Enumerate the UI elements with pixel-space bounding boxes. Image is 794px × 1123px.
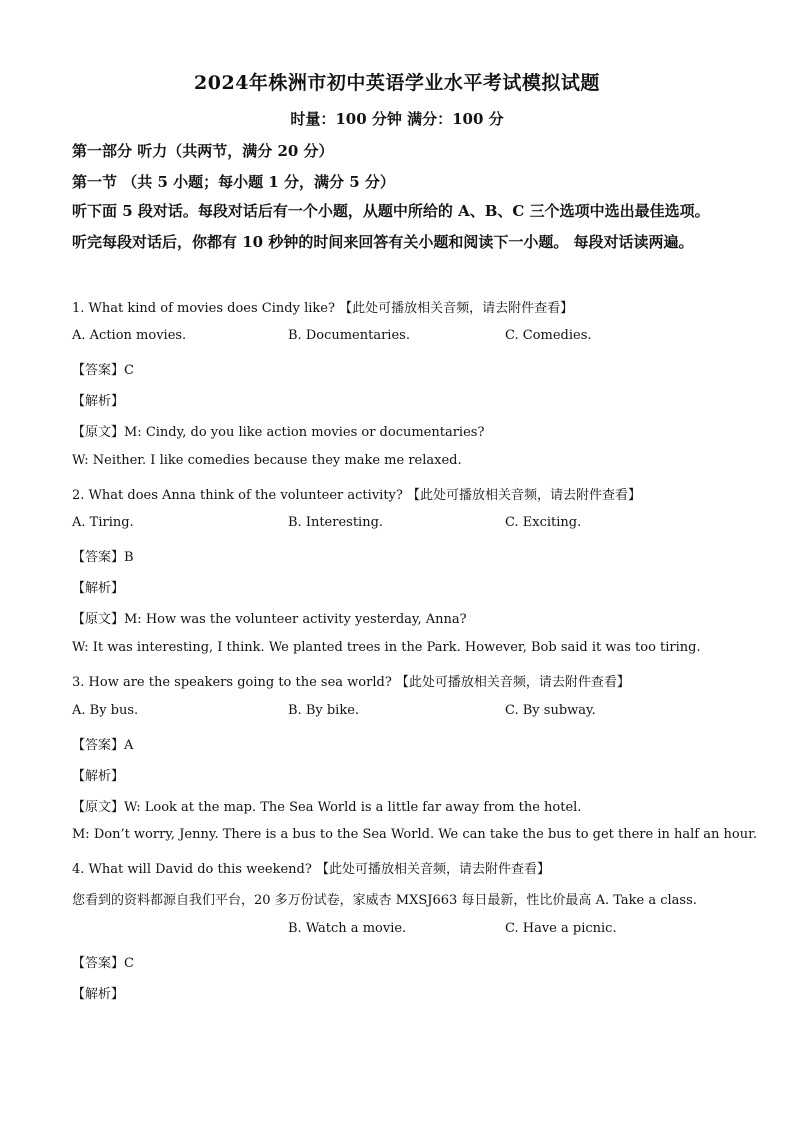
q3-option-b: B. By bike. bbox=[288, 703, 360, 718]
q2-option-a: A. Tiring. bbox=[72, 515, 134, 530]
q2-transcript-2: W: It was interesting, I think. We planted trees in the Park. However, Bob said it was too tiring. bbox=[72, 640, 701, 655]
question-1: 1. What kind of movies does Cindy like? 【此处可播放相关音频，请去附件查看】 bbox=[72, 301, 574, 316]
q2-option-b: B. Interesting. bbox=[288, 515, 384, 530]
question-2: 2. What does Anna think of the volunteer activity? 【此处可播放相关音频，请去附件查看】 bbox=[72, 488, 641, 503]
q2-transcript-1: 【原文】M: How was the volunteer activity yesterday, Anna? bbox=[72, 612, 467, 627]
q4-analysis: 【解析】 bbox=[72, 987, 125, 1002]
q1-option-c: C. Comedies. bbox=[505, 328, 592, 343]
q3-option-a: A. By bus. bbox=[72, 703, 139, 718]
q3-option-c: C. By subway. bbox=[505, 703, 596, 718]
q3-answer: 【答案】A bbox=[72, 738, 134, 753]
q3-analysis: 【解析】 bbox=[72, 769, 125, 784]
q1-transcript-2: W: Neither. I like comedies because they make me relaxed. bbox=[72, 453, 462, 468]
q1-option-a: A. Action movies. bbox=[72, 328, 187, 343]
q3-transcript-1: 【原文】W: Look at the map. The Sea World is a little far away from the hotel. bbox=[72, 800, 582, 815]
q4-option-a-line: 您看到的资料都源自我们平台，20 多万份试卷，家威杏 MXSJ663 每日最新，性比价最高 A. Take a class. bbox=[72, 893, 697, 908]
q1-answer: 【答案】C bbox=[72, 363, 134, 378]
section-heading: 第一节 （共 5 小题；每小题 1 分，满分 5 分） bbox=[72, 173, 395, 191]
question-3: 3. How are the speakers going to the sea world? 【此处可播放相关音频，请去附件查看】 bbox=[72, 675, 630, 690]
part-heading: 第一部分 听力（共两节，满分 20 分） bbox=[72, 142, 334, 160]
q2-option-c: C. Exciting. bbox=[505, 515, 582, 530]
q4-answer: 【答案】C bbox=[72, 956, 134, 971]
q2-answer: 【答案】B bbox=[72, 550, 134, 565]
instructions: 听下面 5 段对话。每段对话后有一个小题，从题中所给的 A、B、C 三个选项中选出最佳选项。听完每段对话后，你都有 10 秒钟的时间来回答有关小题和阅读下一小题。 每段对话读两遍。 bbox=[72, 202, 710, 251]
q1-option-b: B. Documentaries. bbox=[288, 328, 410, 343]
q1-analysis: 【解析】 bbox=[72, 394, 125, 409]
q1-transcript-1: 【原文】M: Cindy, do you like action movies or documentaries? bbox=[72, 425, 485, 440]
exam-info: 时量：100 分钟 满分：100 分 bbox=[290, 110, 504, 128]
page-title: 2024年株洲市初中英语学业水平考试模拟试题 bbox=[194, 72, 600, 94]
q2-analysis: 【解析】 bbox=[72, 581, 125, 596]
q4-option-b: B. Watch a movie. bbox=[288, 921, 407, 936]
question-4: 4. What will David do this weekend? 【此处可播放相关音频，请去附件查看】 bbox=[72, 862, 550, 877]
q4-option-c: C. Have a picnic. bbox=[505, 921, 617, 936]
q3-transcript-2: M: Don’t worry, Jenny. There is a bus to the Sea World. We can take the bus to get there in half an hour. bbox=[72, 827, 757, 842]
